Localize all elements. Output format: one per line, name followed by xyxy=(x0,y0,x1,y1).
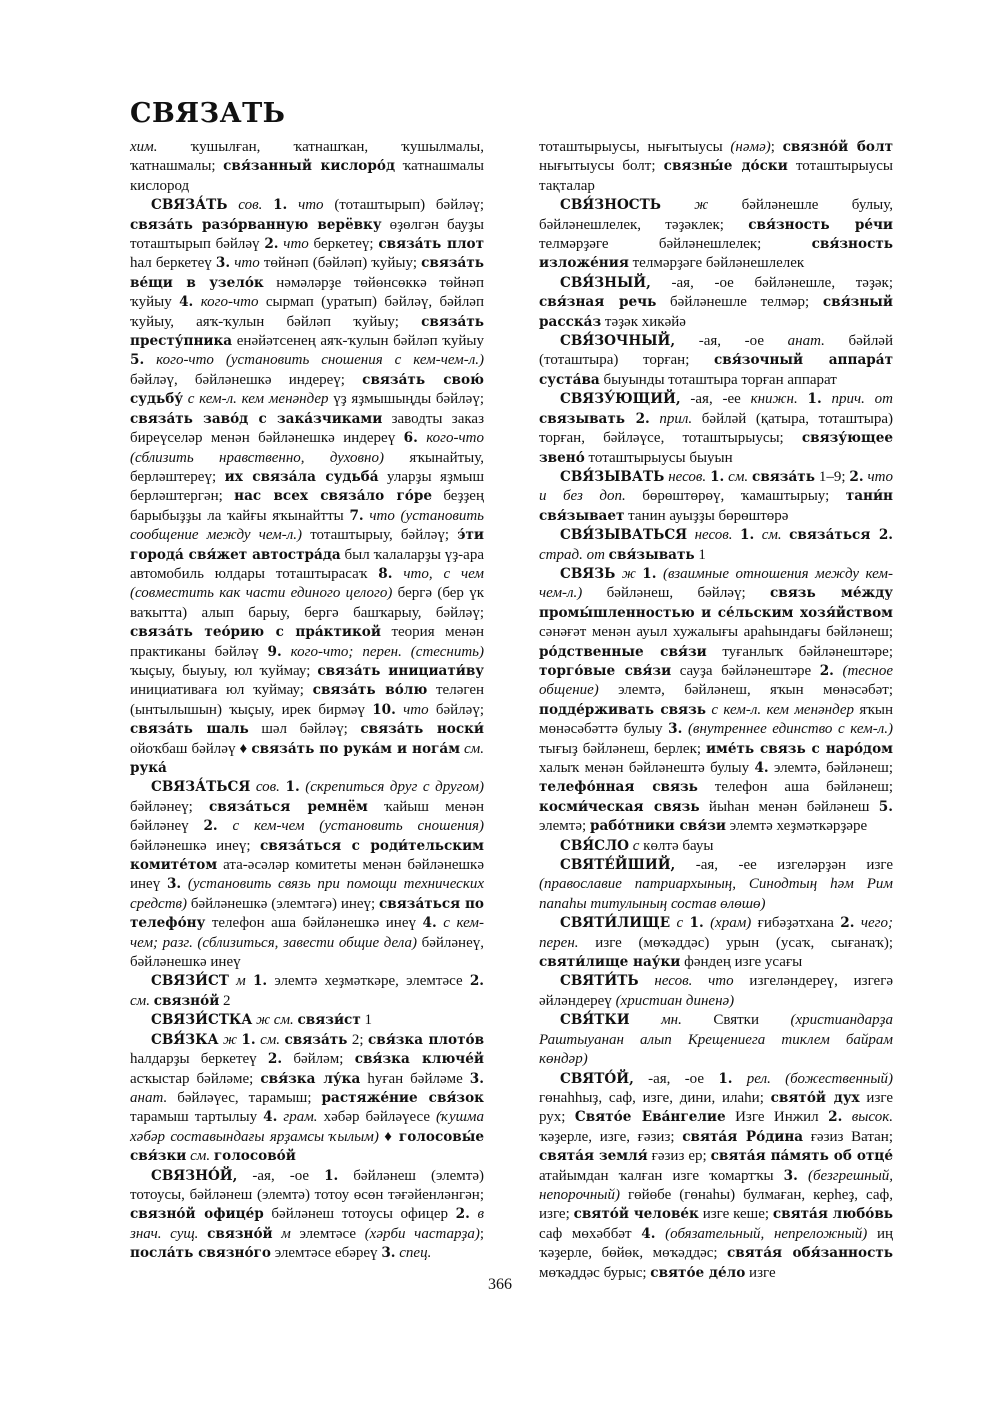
dictionary-entry: СВЯЗА́ТЬСЯ сов. 1. (скрепиться друг с другом) бәйләнеү; связа́ться ремнём ҡайыш менән бәйләнеү 2. с кем-чем (установить сношения) бәйләнешкә инеү; связа́ться с роди́тельским комите́том ата-әсәләр комитеты менән бәйләнешкә инеү 3. (установить связь при помощи технических средств) бәйләнешкә (элемтәгә) инеү; связа́ться по телефо́ну телефон аша бәйләнешкә инеү 4. с кем-чем; разг. (сблизиться, завести общие дела) бәйләнеү, бәйләнешкә инеү xyxy=(130,779,485,971)
dictionary-entry: СВЯ́ЗЫВАТЬСЯ несов. 1. см. связа́ться 2. страд. от свя́зывать 1 xyxy=(539,527,894,563)
dictionary-entry: тоташтырыусы, нығытыусы (нәмә); связно́й болт нығытыусы болт; связны́е до́ски тоташтырыусы тақталар xyxy=(539,139,893,194)
dictionary-entry: СВЯТИ́ЛИЩЕ с 1. (храм) ғибәҙәтхана 2. чего; перен. изге (мөҡәддәс) урын (усаҡ, сығанаҡ); святи́лище нау́ки фәндең изге усағы xyxy=(539,915,894,971)
dictionary-entry: СВЯ́СЛО с көлтә бауы xyxy=(560,837,714,854)
running-head: СВЯЗАТЬ xyxy=(130,98,286,129)
dictionary-entry: СВЯТО́Й, -ая, -ое 1. рел. (божественный) гөнаһһыҙ, саф, изге, дини, илаһи; свято́й дух изге рух; Свято́е Ева́нгелие Изге Инжил 2. высок. ҡәҙерле, изге, ғәзиз; свята́я Ро́дина ғәзиз Ватан; свята́я земля́ ғәзиз ер; свята́я па́мять об отце́ атайымдан ҡалған изге ҡомартҡы 3. (безгрешный, непорочный) гөйөбе (гөнаһы) булмаған, керһеҙ, саф, изге; свято́й челове́к изге кеше; свята́я любо́вь саф мөхәббәт 4. (обязательный, непреложный) иң ҡәҙерле, бөйөк, мөҡәддәс; свята́я обя́занность мөҡәддәс бурыс; свято́е де́ло изге xyxy=(539,1070,894,1281)
dictionary-entry: СВЯТЕ́ЙШИЙ, -ая, -ее изгеләрҙән изге (православие патриархының, Синодтың һәм Рим папаһы титулының состав өлөшө) xyxy=(539,857,893,912)
dictionary-entry: СВЯ́ЗНОСТЬ ж бәйләнешле булыу, бәйләнешлелек, тәҙәклек; свя́зность ре́чи телмәрҙәге бәйләнешлелек; свя́зность изложе́ния телмәрҙәге бәйләнешлелек xyxy=(539,197,893,272)
dictionary-entry: СВЯЗЬ ж 1. (взаимные отношения между кем-чем-л.) бәйләнеш, бәйләү; связь ме́жду промы́шленностью и се́льским хозя́йством сәнәғәт менән ауыл хужалығы араһындағы бәйләнеш; ро́дственные свя́зи туғанлыҡ бәйләнештәре; торго́вые свя́зи сауҙа бәйләнештәре 2. (тесное общение) элемтә, бәйләнеш, яҡын мөнәсәбәт; подде́рживать связь с кем-л. кем менәндер яҡын мөнәсәбәттә булыу 3. (внутреннее единство с кем-л.) тығыҙ бәйләнеш, берлек; име́ть связь с наро́дом халыҡ менән бәйләнештә булыу 4. элемтә, бәйләнеш; телефо́нная связь телефон аша бәйләнеш; косми́ческая связь йыһан менән бәйләнеш 5. элемтә; рабо́тники свя́зи элемтә хеҙмәткәрҙәре xyxy=(539,565,894,835)
dictionary-entry: СВЯ́ЗОЧНЫЙ, -ая, -ое анат. бәйләй (тоташтыра) торған; свя́зочный аппара́т суста́ва быуынды тоташтыра торған аппарат xyxy=(539,333,893,388)
dictionary-entry: СВЯЗА́ТЬ сов. 1. что (тоташтырып) бәйләү; связа́ть разо́рванную верёвку өҙөлгән бауҙы тоташтырып бәйләү 2. что беркетеү; связа́ть плот һал беркетеү 3. что төйнәп (бәйләп) ҡуйыу; связа́ть ве́щи в узело́к нәмәләрҙе төйөнсөккә төйнәп ҡуйыу 4. кого-что сырмап (уратып) бәйләү, бәйләп ҡуйыу, аяҡ-ҡулын бәйләп ҡуйыу; связа́ть престу́пника енәйәтсенең аяҡ-ҡулын бәйләп ҡуйыу 5. кого-что (установить сношения с кем-чем-л.) бәйләү, бәйләнешкә индереү; связа́ть свою́ судьбу́ с кем-л. кем менәндер үҙ яҙмышыңды бәйләү; связа́ть заво́д с зака́зчиками заводты заказ биреүселәр менән бәйләнешкә индереү 6. кого-что (сблизить нравственно, духовно) яҡынайтыу, берләштереү; их связа́ла судьба́ уларҙы яҙмыш берләштергән; нас всех связа́ло го́ре беҙҙең барыбыҙҙы ла ҡайғы яҡынайтты 7. что (установить сообщение между чем-л.) тоташтырыу, бәйләү; э́ти города́ свя́жет автостра́да был ҡалаларҙы үҙ-ара автомобиль юлдары тоташтырасаҡ 8. что, с чем (совместить как части единого целого) бергә (бер үк ваҡытта) алып барыу, бергә башҡарыу, бәйләү; связа́ть тео́рию с пра́ктикой теория менән практиканы бәйләү 9. кого-что; перен. (стеснить) ҡыҫыу, быуыу, юл ҡуймау; связа́ть инициати́ву инициативаға юл ҡуймау; связа́ть во́лю теләген (ынтылышын) ҡыҫыу, ирек бирмәү 10. что бәйләү; связа́ть шаль шәл бәйләү; связа́ть носки́ ойоҡбаш бәйләү ♦ связа́ть по рука́м и нога́м см. рука́ xyxy=(130,197,485,776)
dictionary-entry: СВЯТИ́ТЬ несов. что изгеләндереү, изгегә әйләндереү (христиан диненә) xyxy=(539,973,894,1009)
dictionary-entry: СВЯ́ЗНЫЙ, -ая, -ое бәйләнешле, тәҙәк; свя́зная речь бәйләнешле телмәр; свя́зный расска́з тәҙәк хикәйә xyxy=(539,274,893,330)
dictionary-entry: СВЯЗИ́СТКА ж см. связи́ст 1 xyxy=(151,1012,372,1029)
right-column xyxy=(539,138,894,1281)
dictionary-entry: хим. ҡушылған, ҡатнашҡан, ҡушылмалы, ҡатнашмалы; свя́занный кислоро́д ҡатнашмалы кислород xyxy=(130,139,484,194)
dictionary-entry: СВЯЗИ́СТ м 1. элемтә хеҙмәткәре, элемтәсе 2. см. связно́й 2 xyxy=(130,973,485,1009)
dictionary-entry: СВЯ́ЗКА ж 1. см. связа́ть 2; свя́зка плото́в һалдарҙы беркетеү 2. бәйләм; свя́зка ключе́й асҡыстар бәйләме; свя́зка лу́ка һуған бәйләме 3. анат. бәйләүес, тарамыш; растяже́ние свя́зок тарамыш тартылыу 4. грам. хәбәр бәйләүесе (ҡушма хәбәр составындағы ярҙамсы ҡылым) ♦ голосовы́е свя́зки см. голосово́й xyxy=(130,1031,485,1165)
dictionary-entry: СВЯЗНО́Й, -ая, -ое 1. бәйләнеш (элемтә) тотоусы, бәйләнеш (элемтә) тотоу өсөн тәғәйенләнгән; связно́й офице́р бәйләнеш тотоусы офицер 2. в знач. сущ. связно́й м элемтәсе (хәрби частарҙа); посла́ть связно́го элемтәсе ебәреү 3. спец. xyxy=(130,1167,485,1262)
dictionary-entry: СВЯ́ТКИ мн. Святки (христиандарҙа Раштыуанан алып Крещениега тиклем байрам көндәр) xyxy=(539,1012,893,1068)
dictionary-entry: СВЯ́ЗЫВАТЬ несов. 1. см. связа́ть 1–9; 2. что и без доп. бөрөштөрөү, ҡамаштырыу; тани́н свя́зывает танин ауыҙҙы бөрөштөрә xyxy=(539,468,893,524)
page-number: 366 xyxy=(488,1276,512,1293)
left-column xyxy=(130,138,484,1270)
dictionary-entry: СВЯЗУ́ЮЩИЙ, -ая, -ее книжн. 1. прич. от связывать 2. прил. бәйләй (қатыра, тоташтыра) торған, бәйләүсе, тоташтырыусы; связу́ющее звено́ тоташтырыусы быуын xyxy=(539,391,893,466)
